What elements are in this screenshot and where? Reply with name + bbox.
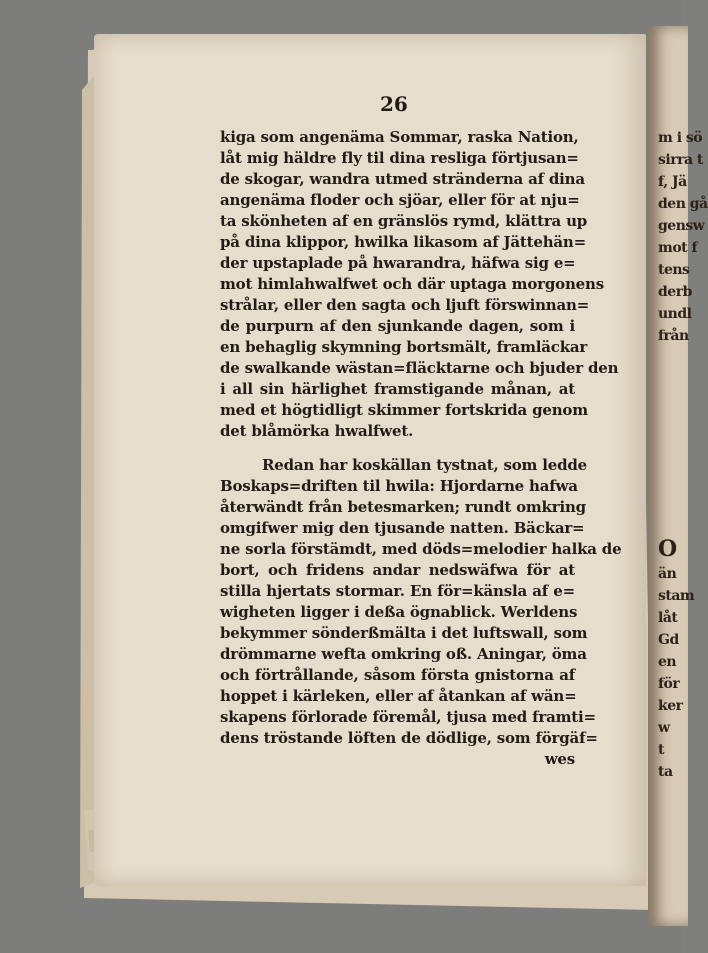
- facing-text-fragment: sirra t: [658, 152, 703, 168]
- text-line: hoppet i kärleken, eller af åtankan af wän=: [220, 687, 577, 705]
- facing-text-fragment: låt: [658, 610, 678, 626]
- text-line: Boskaps=driften til hwila: Hjordarne hafwa: [220, 477, 578, 495]
- text-line: skapens förlorade föremål, tjusa med framti=: [220, 708, 596, 726]
- facing-text-fragment: w: [658, 720, 670, 736]
- text-line: och förtrållande, såsom första gnistorna af: [220, 666, 575, 684]
- facing-text-fragment: t: [658, 742, 664, 758]
- text-line: på dina klippor, hwilka likasom af Jättehän=: [220, 233, 587, 251]
- text-line: i all sin härlighet framstigande månan, at: [220, 380, 575, 398]
- text-line: bekymmer sönderßmälta i det luftswall, som: [220, 624, 588, 642]
- text-line: omgifwer mig den tjusande natten. Bäckar=: [220, 519, 585, 537]
- facing-text-fragment: Gd: [658, 632, 679, 648]
- facing-text-fragment: mot f: [658, 240, 698, 256]
- text-line: återwändt från betesmarken; rundt omkring: [220, 498, 586, 516]
- text-line: de purpurn af den sjunkande dagen, som i: [220, 317, 575, 335]
- facing-text-fragment: gensw: [658, 218, 705, 234]
- facing-text-fragment: O: [658, 536, 677, 562]
- text-line: strålar, eller den sagta och ljuft förswinnan=: [220, 296, 590, 314]
- text-line: der upstaplade på hwarandra, häfwa sig e=: [220, 254, 576, 272]
- text-line: låt mig häldre fly til dina resliga förtjusan=: [220, 149, 579, 167]
- text-line: ta skönheten af en gränslös rymd, klättra up: [220, 212, 588, 230]
- text-line: dens tröstande löften de dödlige, som förgäf=: [220, 729, 598, 747]
- text-line: stilla hjertats stormar. En för=känsla af e=: [220, 582, 575, 600]
- facing-text-fragment: den gå: [658, 196, 708, 212]
- text-line: kiga som angenäma Sommar, raska Nation,: [220, 128, 579, 146]
- text-line: de swalkande wästan=fläcktarne och bjuder den: [220, 359, 619, 377]
- facing-text-fragment: undl: [658, 306, 692, 322]
- facing-text-fragment: för: [658, 676, 680, 692]
- text-line: mot himlahwalfwet och där uptaga morgonens: [220, 275, 604, 293]
- facing-text-fragment: derb: [658, 284, 692, 300]
- facing-text-fragment: tens: [658, 262, 690, 278]
- facing-text-fragment: m i sö: [658, 130, 703, 146]
- facing-text-fragment: stam: [658, 588, 695, 604]
- page-number: 26: [380, 92, 408, 116]
- text-line: Redan har koskällan tystnat, som ledde: [262, 456, 588, 474]
- facing-text-fragment: än: [658, 566, 677, 582]
- text-line: en behaglig skymning bortsmält, framläckar: [220, 338, 588, 356]
- facing-text-fragment: ker: [658, 698, 683, 714]
- text-line: bort, och fridens andar nedswäfwa för at: [220, 561, 575, 579]
- text-line: angenäma floder och sjöar, eller för at nju=: [220, 191, 580, 209]
- text-line: drömmarne wefta omkring oß. Aningar, öma: [220, 645, 587, 663]
- facing-text-fragment: f, Jä: [658, 174, 687, 190]
- text-line: med et högtidligt skimmer fortskrida genom: [220, 401, 588, 419]
- facing-text-fragment: från: [658, 328, 689, 344]
- facing-text-fragment: ta: [658, 764, 673, 780]
- facing-text-fragment: en: [658, 654, 677, 670]
- catchword: wes: [544, 750, 575, 768]
- text-line: ne sorla förstämdt, med döds=melodier halka de: [220, 540, 622, 558]
- text-line: wigheten ligger i deßa ögnablick. Werldens: [220, 603, 578, 621]
- text-line: de skogar, wandra utmed stränderna af dina: [220, 170, 585, 188]
- text-line: det blåmörka hwalfwet.: [220, 422, 414, 440]
